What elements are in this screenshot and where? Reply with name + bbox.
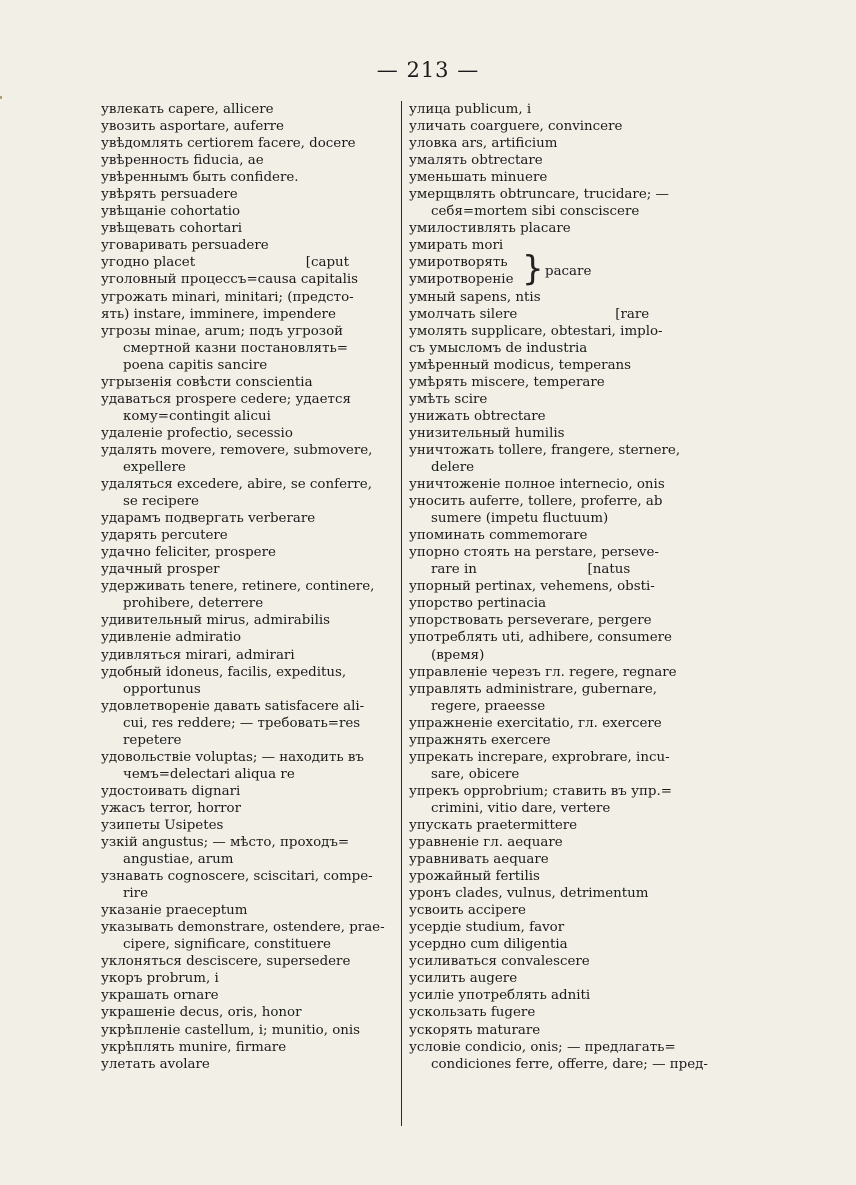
dictionary-entry	[409, 885, 751, 902]
left-column	[101, 101, 429, 1073]
dictionary-entry	[409, 1039, 751, 1073]
entry-line: умолять supplicare, obtestari, implo-	[409, 323, 663, 339]
entry-line: удачно feliciter, prospere	[101, 545, 276, 561]
entry-line: ять) instare, imminere, impendere	[101, 306, 336, 322]
dictionary-entry	[101, 510, 429, 527]
dictionary-entry	[101, 953, 429, 970]
entry-line: унижать obtrectare	[409, 408, 546, 424]
entry-continuation: prohibere, deterrere	[123, 596, 264, 612]
dictionary-entry	[101, 664, 429, 698]
entry-line: удаляться excedere, abire, se conferre,	[101, 477, 372, 493]
entry-continuation: crimini, vitio dare, vertere	[431, 800, 611, 816]
dictionary-entry	[101, 101, 429, 118]
entry-line: увлекать capere, allicere	[101, 102, 274, 117]
entry-line: указаніе praeceptum	[101, 903, 248, 919]
entry-line: упоминать commemorare	[409, 528, 588, 544]
entry-line: унизительный humilis	[409, 425, 565, 441]
entry-line: ужасъ terror, horror	[101, 800, 242, 816]
dictionary-entry	[101, 749, 429, 783]
dictionary-entry	[409, 664, 751, 681]
entry-continuation: себя=mortem sibi consciscere	[431, 204, 640, 220]
entry-line: упорно стоять на perstare, perseve-	[409, 545, 659, 561]
dictionary-entry	[101, 647, 429, 664]
entry-line: указывать demonstrare, ostendere, prae-	[101, 920, 385, 936]
entry-line: умиротвореніе	[409, 272, 514, 288]
dictionary-entry	[409, 629, 751, 663]
entry-line: уклоняться desciscere, supersedere	[101, 954, 351, 970]
entry-line: съ умысломъ de industria	[409, 340, 588, 356]
dictionary-entry	[409, 681, 751, 715]
entry-line: уронъ clades, vulnus, detrimentum	[409, 886, 649, 902]
entry-line: угрозы minae, arum; подъ угрозой	[101, 323, 344, 339]
entry-continuation: se recipere	[123, 494, 199, 510]
dictionary-entry	[409, 408, 751, 425]
entry-line: украшать ornare	[101, 988, 219, 1004]
dictionary-entry	[409, 1004, 751, 1021]
dictionary-entry	[409, 271, 751, 288]
dictionary-entry	[101, 289, 429, 306]
entry-line: упускать praetermittere	[409, 817, 578, 833]
dictionary-entry	[101, 374, 429, 391]
dictionary-entry	[101, 561, 429, 578]
entry-line: укоръ probrum, i	[101, 971, 219, 987]
dictionary-entry	[101, 254, 429, 271]
dictionary-entry	[409, 783, 751, 817]
dictionary-entry	[409, 476, 751, 493]
dictionary-entry	[409, 749, 751, 783]
entry-line: увѣдомлять certiorem facere, docere	[101, 136, 356, 152]
entry-line: улица publicum, i	[409, 102, 532, 117]
dictionary-entry	[101, 1022, 429, 1039]
dictionary-entry	[409, 902, 751, 919]
entry-line: умолчать silere [rare	[409, 306, 650, 322]
entry-line: ускользать fugere	[409, 1005, 536, 1021]
entry-line: умилостивлять placare	[409, 221, 571, 237]
dictionary-entry	[101, 186, 429, 203]
entry-line: уговаривать persuadere	[101, 238, 269, 254]
entry-line: упорный pertinax, vehemens, obsti-	[409, 579, 655, 595]
entry-line: уничтоженіе полное internecio, onis	[409, 477, 665, 493]
page-number: — 213 —	[376, 58, 480, 82]
entry-line: упражненіе exercitatio, гл. exercere	[409, 715, 662, 731]
entry-line: удаленіе profectio, secessio	[101, 425, 293, 441]
dictionary-entry	[101, 135, 429, 152]
entry-line: удивляться mirari, admirari	[101, 647, 295, 663]
dictionary-entry	[101, 868, 429, 902]
entry-line: усилить augere	[409, 971, 518, 987]
dictionary-entry	[101, 902, 429, 919]
dictionary-entry	[101, 834, 429, 868]
entry-line: удивленіе admiratio	[101, 630, 242, 646]
entry-line: упорствовать perseverare, pergere	[409, 613, 652, 629]
dictionary-entry	[409, 732, 751, 749]
entry-continuation: cui, res reddere; — требовать=res	[123, 715, 361, 731]
entry-continuation: смертной казни постановлять=	[123, 340, 349, 356]
dictionary-entry	[409, 970, 751, 987]
entry-line: удачный prosper	[101, 562, 220, 578]
brace-label: pacare	[545, 264, 592, 280]
entry-line: укрѣплять munire, firmare	[101, 1039, 287, 1055]
dictionary-entry	[101, 987, 429, 1004]
entry-line: удалять movere, removere, submovere,	[101, 442, 373, 458]
entry-line: управленіе черезъ гл. regere, regnare	[409, 664, 677, 680]
entry-line: увѣщаніе cohortatio	[101, 204, 241, 220]
entry-line: упрекъ opprobrium; ставить въ упр.=	[409, 783, 672, 799]
dictionary-entry	[409, 1022, 751, 1039]
dictionary-entry	[101, 527, 429, 544]
entry-line: увѣрять persuadere	[101, 187, 238, 203]
entry-line: узнавать cognoscere, sciscitari, compe-	[101, 869, 373, 885]
dictionary-entry	[409, 323, 751, 340]
entry-line: усердно cum diligentia	[409, 937, 568, 953]
entry-line: упражнять exercere	[409, 732, 551, 748]
entry-line: усердіе studium, favor	[409, 920, 565, 936]
dictionary-entry	[409, 987, 751, 1004]
margin-mark	[0, 96, 2, 99]
dictionary-entry	[409, 442, 751, 476]
dictionary-entry	[409, 357, 751, 374]
entry-continuation: expellere	[123, 459, 186, 475]
dictionary-entry	[409, 374, 751, 391]
entry-line: увозить asportare, auferre	[101, 119, 284, 135]
dictionary-entry	[409, 306, 751, 323]
dictionary-entry	[409, 152, 751, 169]
dictionary-entry	[101, 152, 429, 169]
entry-line: уносить auferre, tollere, proferre, ab	[409, 494, 663, 510]
dictionary-entry	[101, 391, 429, 425]
dictionary-entry	[409, 101, 751, 118]
entry-line: усвоить accipere	[409, 903, 526, 919]
entry-continuation: regere, praeesse	[431, 698, 546, 714]
entry-line: умалять obtrectare	[409, 153, 543, 169]
entry-line: условіе condicio, onis; — предлагать=	[409, 1039, 676, 1055]
entry-line: удостоивать dignari	[101, 783, 241, 799]
entry-line: умѣрять miscere, temperare	[409, 374, 605, 390]
dictionary-entry	[409, 834, 751, 851]
entry-line: уравнивать aequare	[409, 852, 549, 868]
entry-line: упрекать increpare, exprobrare, incu-	[409, 749, 670, 765]
entry-continuation: repetere	[123, 732, 182, 748]
dictionary-entry	[409, 289, 751, 306]
dictionary-entry	[101, 544, 429, 561]
dictionary-entry	[101, 323, 429, 374]
entry-line: усиливаться convalescere	[409, 954, 590, 970]
dictionary-entry	[101, 271, 429, 288]
entry-line: узипеты Usipetes	[101, 817, 224, 833]
entry-line: удовольствіе voluptas; — находить въ	[101, 749, 364, 765]
entry-continuation: opportunus	[123, 681, 201, 697]
entry-line: ударамъ подвергать verberare	[101, 511, 316, 527]
dictionary-entry	[409, 578, 751, 595]
dictionary-entry	[101, 220, 429, 237]
entry-line: укрѣпленіе castellum, i; munitio, onis	[101, 1022, 361, 1038]
entry-line: ускорять maturare	[409, 1022, 541, 1038]
entry-continuation: чемъ=delectari aliqua re	[123, 766, 295, 782]
dictionary-entry	[409, 612, 751, 629]
entry-line: удивительный mirus, admirabilis	[101, 613, 331, 629]
dictionary-entry	[101, 118, 429, 135]
dictionary-entry	[101, 612, 429, 629]
dictionary-entry	[409, 135, 751, 152]
entry-continuation: poena capitis sancire	[123, 357, 268, 373]
dictionary-entry	[409, 493, 751, 527]
brace-symbol: }	[522, 249, 544, 290]
dictionary-entry	[101, 970, 429, 987]
dictionary-entry	[409, 237, 751, 254]
dictionary-entry	[409, 953, 751, 970]
entry-line: удобный idoneus, facilis, expeditus,	[101, 664, 347, 680]
entry-continuation: (время)	[431, 647, 485, 663]
entry-continuation: angustiae, arum	[123, 852, 234, 868]
dictionary-entry	[101, 203, 429, 220]
entry-continuation: delere	[431, 459, 475, 475]
entry-line: угодно placet [caput	[101, 255, 350, 271]
entry-line: умирать mori	[409, 238, 504, 254]
entry-line: удовлетвореніе давать satisfacere ali-	[101, 698, 365, 714]
entry-line: ударять percutere	[101, 528, 228, 544]
dictionary-entry	[101, 476, 429, 510]
dictionary-entry	[101, 629, 429, 646]
dictionary-entry	[409, 391, 751, 408]
entry-line: умный sapens, ntis	[409, 289, 541, 305]
dictionary-entry	[101, 1056, 429, 1073]
entry-line: умѣренный modicus, temperans	[409, 357, 632, 373]
entry-continuation: rire	[123, 886, 149, 902]
entry-line: улетать avolare	[101, 1056, 210, 1072]
entry-continuation: cipere, significare, constituere	[123, 937, 331, 953]
dictionary-entry	[101, 442, 429, 476]
entry-continuation: rare in [natus	[431, 562, 631, 578]
entry-continuation: кому=contingit alicui	[123, 408, 271, 424]
entry-line: украшеніе decus, oris, honor	[101, 1005, 302, 1021]
dictionary-entry	[409, 595, 751, 612]
entry-line: увѣреннымъ быть confidere.	[101, 170, 299, 186]
entry-line: управлять administrare, gubernare,	[409, 681, 658, 697]
dictionary-entry	[101, 919, 429, 953]
dictionary-entry	[101, 800, 429, 817]
dictionary-entry	[409, 851, 751, 868]
dictionary-entry	[409, 868, 751, 885]
dictionary-entry	[101, 817, 429, 834]
entry-line: угрожать minari, minitari; (предсто-	[101, 289, 354, 305]
dictionary-entry	[409, 340, 751, 357]
entry-continuation: condiciones ferre, offerre, dare; — пред-	[431, 1056, 708, 1072]
entry-line: уменьшать minuere	[409, 170, 548, 186]
dictionary-entry	[101, 1039, 429, 1056]
dictionary-entry	[409, 544, 751, 578]
entry-line: уничтожать tollere, frangere, sternere,	[409, 442, 681, 458]
dictionary-entry	[101, 425, 429, 442]
entry-line: умерщвлять obtruncare, trucidare; —	[409, 187, 669, 203]
dictionary-entry	[409, 118, 751, 135]
dictionary-entry	[409, 817, 751, 834]
dictionary-entry	[409, 425, 751, 442]
right-column	[409, 101, 751, 1073]
dictionary-entry	[409, 186, 751, 220]
dictionary-entry	[101, 578, 429, 612]
entry-line: урожайный fertilis	[409, 869, 540, 885]
entry-line: уравненіе гл. aequare	[409, 835, 563, 851]
entry-line: уличать coarguere, convincere	[409, 119, 623, 135]
entry-line: уголовный процессъ=causa capitalis	[101, 272, 359, 288]
dictionary-entry	[409, 715, 751, 732]
dictionary-entry	[101, 1004, 429, 1021]
entry-continuation: sare, obicere	[431, 766, 520, 782]
dictionary-entry	[409, 936, 751, 953]
entry-line: удаваться prospere cedere; удается	[101, 391, 351, 407]
dictionary-entry	[101, 783, 429, 800]
dictionary-entry	[101, 698, 429, 749]
entry-line: уловка ars, artificium	[409, 136, 558, 152]
entry-line: упорство pertinacia	[409, 596, 547, 612]
entry-line: усиліе употреблять adniti	[409, 988, 591, 1004]
dictionary-entry	[409, 527, 751, 544]
dictionary-entry	[409, 169, 751, 186]
entry-line: увѣренность fiducia, ae	[101, 153, 264, 169]
dictionary-entry	[101, 237, 429, 254]
entry-line: узкій angustus; — мѣсто, проходъ=	[101, 835, 350, 851]
dictionary-entry	[409, 220, 751, 237]
dictionary-entry	[101, 169, 429, 186]
entry-continuation: sumere (impetu fluctuum)	[431, 511, 609, 527]
entry-line: увѣщевать cohortari	[101, 221, 243, 237]
entry-line: умѣть scire	[409, 391, 488, 407]
dictionary-entry	[409, 919, 751, 936]
entry-line: употреблять uti, adhibere, consumere	[409, 630, 672, 646]
entry-line: угрызенія совѣсти conscientia	[101, 374, 313, 390]
dictionary-entry	[101, 306, 429, 323]
entry-line: умиротворять	[409, 255, 508, 271]
entry-line: удерживать tenere, retinere, continere,	[101, 579, 375, 595]
